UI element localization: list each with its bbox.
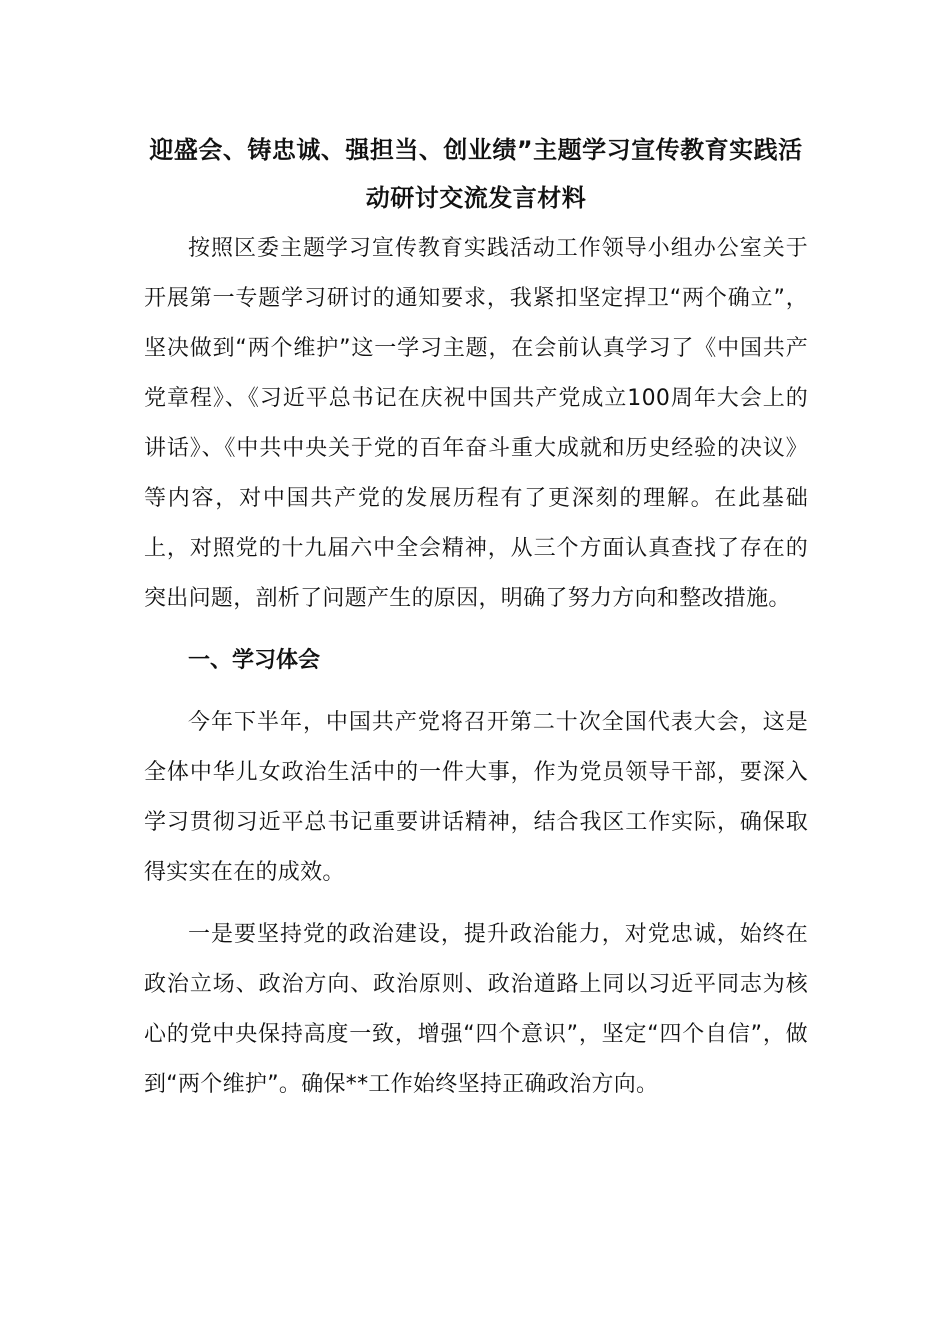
- section-heading-study: 一、学习体会: [188, 648, 321, 673]
- section-paragraph: 今年下半年，中国共产党将召开第二十次全国代表大会，这是全体中华儿女政治生活中的一件大事，作为党员领导干部，要深入学习贯彻习近平总书记重要讲话精神，结合我区工作实际，确保取得实实在在的成效。: [144, 710, 808, 885]
- document-body: [144, 126, 808, 1110]
- intro-paragraph: 按照区委主题学习宣传教育实践活动工作领导小组办公室关于开展第一专题学习研讨的通知要求，我紧扣坚定捍卫“两个确立”，坚决做到“两个维护”这一学习主题，在会前认真学习了《中国共产党章程》、《习近平总书记在庆祝中国共产党成立100周年大会上的讲话》、《中共中央关于党的百年奋斗重大成就和历史经验的决议》等内容，对中国共产党的发展历程有了更深刻的理解。在此基础上，对照党的十九届六中全会精神，从三个方面认真查找了存在的突出问题，剖析了问题产生的原因，明确了努力方向和整改措施。: [144, 236, 808, 611]
- section-paragraph: 一是要坚持党的政治建设，提升政治能力，对党忠诚，始终在政治立场、政治方向、政治原则、政治道路上同以习近平同志为核心的党中央保持高度一致，增强“四个意识”，坚定“四个自信”，做到“两个维护”。确保**工作始终坚持正确政治方向。: [144, 922, 808, 1097]
- document-title: 迎盛会、铸忠诚、强担当、创业绩”主题学习宣传教育实践活动研讨交流发言材料: [149, 136, 803, 212]
